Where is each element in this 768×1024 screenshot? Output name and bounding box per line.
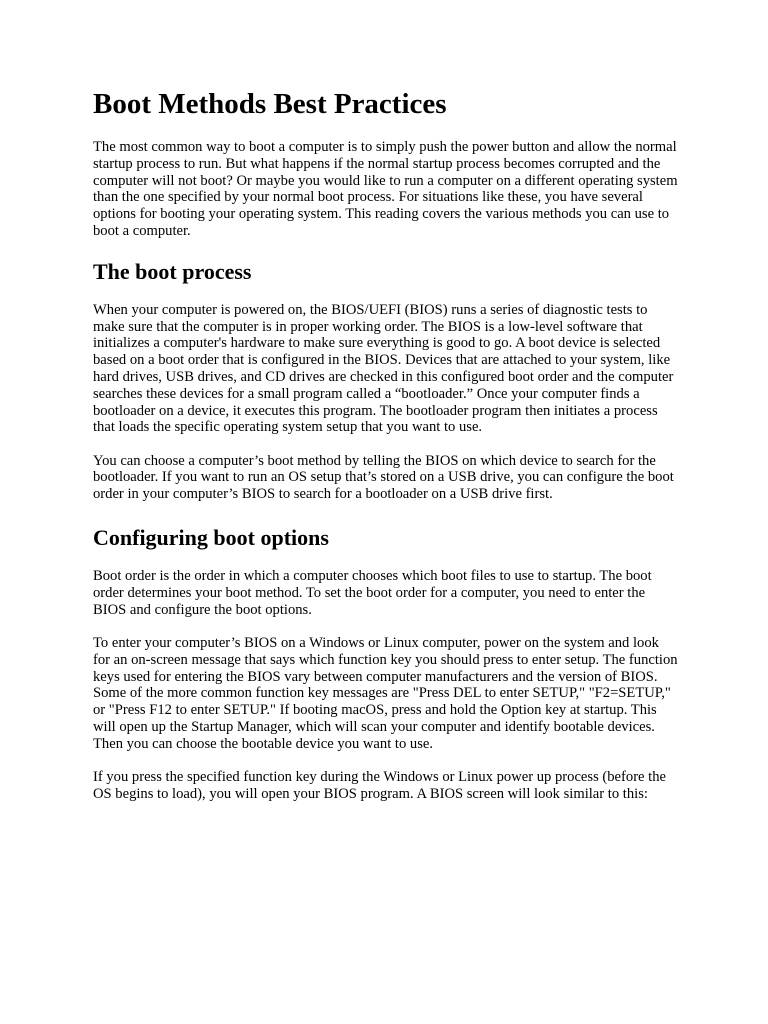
intro-paragraph: The most common way to boot a computer is to simply push the power button and allow the normal startup process to run. But what happens if the normal startup process becomes corrupted and the computer will not boot? Or maybe you would like to run a computer on a different operating system than the one specified by your normal boot process. For situations like these, you have several options for booting your operating system. This reading covers the various methods you can use to boot a computer. [93,139,678,239]
section-heading-configuring-boot-options: Configuring boot options [93,525,329,551]
boot-options-paragraph-3: If you press the specified function key during the Windows or Linux power up process (before the OS begins to load), you will open your BIOS program. A BIOS screen will look similar to this: [93,769,667,802]
boot-options-paragraph-2: To enter your computer’s BIOS on a Windows or Linux computer, power on the system and look for an on-screen message that says which function key you should press to enter setup. The function keys used for entering the BIOS vary between computer manufacturers and the version of BIOS. Some of the more common function key messages are "Press DEL to enter SETUP," "F2=SETUP," or "Press F12 to enter SETUP." If booting macOS, press and hold the Option key at startup. This will open up the Startup Manager, which will scan your computer and identify bootable devices. Then you can choose the bootable device you want to use. [93,634,678,752]
document-page [93,86,679,819]
boot-options-paragraph-1: Boot order is the order in which a computer chooses which boot files to use to startup. The boot order determines your boot method. To set the boot order for a computer, you need to enter the BIOS and configure the boot options. [93,568,652,618]
document-title: Boot Methods Best Practices [93,88,447,120]
section-heading-boot-process: The boot process [93,258,252,284]
boot-process-paragraph-1: When your computer is powered on, the BIOS/UEFI (BIOS) runs a series of diagnostic tests to make sure that the computer is in proper working order. The BIOS is a low-level software that initializes a computer's hardware to make sure everything is good to go. A boot device is selected based on a boot order that is configured in the BIOS. Devices that are attached to your system, like hard drives, USB drives, and CD drives are checked in this configured boot order and the computer searches these devices for a small program called a “bootloader.” Once your computer finds a bootloader on a device, it executes this program. The bootloader program then initiates a process that loads the specific operating system setup that you want to use. [93,301,674,436]
boot-process-paragraph-2: You can choose a computer’s boot method by telling the BIOS on which device to search for the bootloader. If you want to run an OS setup that’s stored on a USB drive, you can configure the boot order in your computer’s BIOS to search for a bootloader on a USB drive first. [93,452,674,503]
